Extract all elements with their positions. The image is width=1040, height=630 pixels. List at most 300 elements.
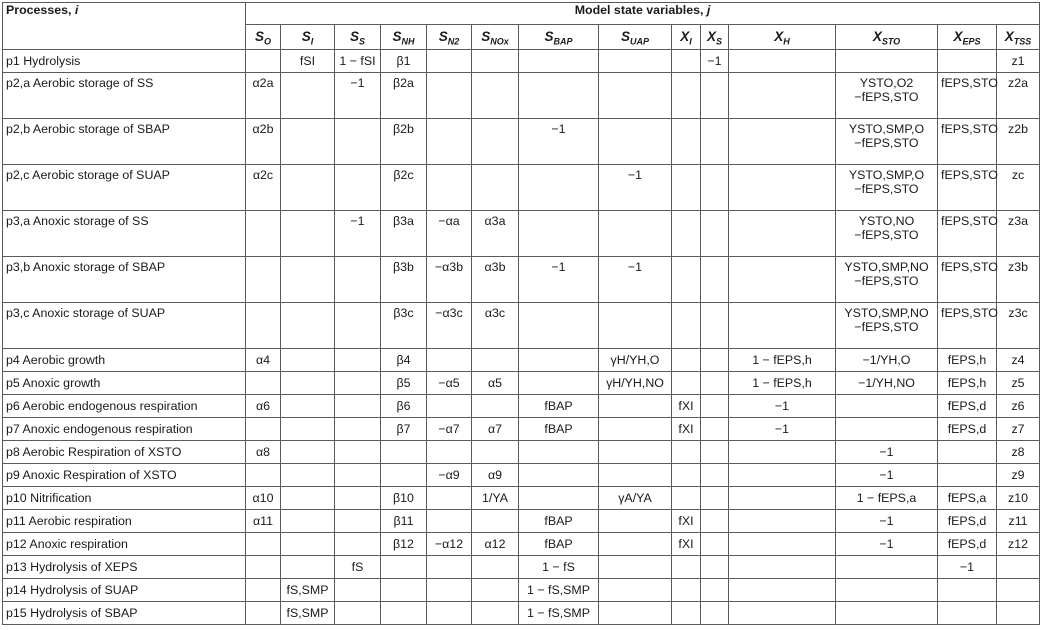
cell-xi xyxy=(672,556,701,579)
cell-si xyxy=(281,165,335,211)
table-row xyxy=(3,257,1040,303)
cell-xi: fXI xyxy=(672,533,701,556)
cell-so xyxy=(246,464,281,487)
cell-xh xyxy=(729,441,836,464)
cell-si xyxy=(281,211,335,257)
cell-xh: −1 xyxy=(729,395,836,418)
cell-line: YSTO,NO xyxy=(858,214,915,228)
table-row xyxy=(3,395,1040,418)
cell-xs xyxy=(701,441,729,464)
cell-snox xyxy=(472,165,519,211)
cell-si xyxy=(281,441,335,464)
cell-so xyxy=(246,372,281,395)
cell-snox: α3c xyxy=(472,303,519,349)
cell-xh xyxy=(729,73,836,119)
cell-xeps: fEPS,STO xyxy=(938,303,997,349)
cell-xs xyxy=(701,119,729,165)
cell-xs xyxy=(701,211,729,257)
process-name: p9 Anoxic Respiration of XSTO xyxy=(3,464,246,487)
cell-xeps xyxy=(938,50,997,73)
cell-sbap xyxy=(519,165,599,211)
cell-so xyxy=(246,556,281,579)
cell-xh: 1 − fEPS,h xyxy=(729,349,836,372)
cell-xsto: −1/YH,NO xyxy=(836,372,938,395)
cell-snh: β11 xyxy=(381,510,427,533)
cell-xeps xyxy=(938,464,997,487)
cell-xsto: −1 xyxy=(836,464,938,487)
cell-xh xyxy=(729,464,836,487)
table-row xyxy=(3,487,1040,510)
cell-ss xyxy=(335,418,381,441)
cell-xsto xyxy=(836,556,938,579)
cell-xeps: fEPS,STO xyxy=(938,119,997,165)
cell-sn2 xyxy=(427,73,472,119)
process-name: p2,c Aerobic storage of SUAP xyxy=(3,165,246,211)
cell-xtss: z5 xyxy=(997,372,1040,395)
cell-si xyxy=(281,464,335,487)
process-name: p2,a Aerobic storage of SS xyxy=(3,73,246,119)
cell-suap xyxy=(599,418,672,441)
cell-sn2: −α5 xyxy=(427,372,472,395)
col-header-snh: $S_{NH}$ xyxy=(381,25,427,50)
table-row xyxy=(3,119,1040,165)
cell-xs xyxy=(701,464,729,487)
process-name: p5 Anoxic growth xyxy=(3,372,246,395)
cell-sbap: −1 xyxy=(519,257,599,303)
cell-xsto xyxy=(836,50,938,73)
cell-si xyxy=(281,395,335,418)
cell-xeps: fEPS,STO xyxy=(938,211,997,257)
cell-sn2 xyxy=(427,165,472,211)
cell-snh: β12 xyxy=(381,533,427,556)
cell-xs xyxy=(701,602,729,625)
cell-line: YSTO,SMP,NO xyxy=(844,306,929,320)
cell-so xyxy=(246,533,281,556)
cell-xh xyxy=(729,602,836,625)
cell-suap xyxy=(599,303,672,349)
cell-xeps: fEPS,d xyxy=(938,418,997,441)
table-row xyxy=(3,211,1040,257)
cell-ss xyxy=(335,372,381,395)
cell-xi xyxy=(672,211,701,257)
cell-so xyxy=(246,303,281,349)
cell-xtss: z3c xyxy=(997,303,1040,349)
state-variables-header: Model state variables, j xyxy=(246,3,1040,25)
cell-suap xyxy=(599,510,672,533)
cell-line: −fEPS,STO xyxy=(854,90,919,104)
cell-suap xyxy=(599,556,672,579)
cell-xeps: fEPS,d xyxy=(938,395,997,418)
process-name: p2,b Aerobic storage of SBAP xyxy=(3,119,246,165)
cell-xi: fXI xyxy=(672,510,701,533)
cell-ss: −1 xyxy=(335,73,381,119)
cell-snox xyxy=(472,602,519,625)
cell-xs xyxy=(701,73,729,119)
cell-xs xyxy=(701,165,729,211)
col-header-suap: $S_{UAP}$ xyxy=(599,25,672,50)
cell-xsto xyxy=(836,395,938,418)
col-header-xi: $X_I$ xyxy=(672,25,701,50)
table-row xyxy=(3,441,1040,464)
process-name: p3,c Anoxic storage of SUAP xyxy=(3,303,246,349)
cell-line: YSTO,SMP,O xyxy=(848,168,925,182)
cell-sbap: fBAP xyxy=(519,533,599,556)
cell-xi xyxy=(672,579,701,602)
col-header-xs: $X_S$ xyxy=(701,25,729,50)
cell-so xyxy=(246,50,281,73)
cell-suap: γH/YH,O xyxy=(599,349,672,372)
cell-ss xyxy=(335,165,381,211)
cell-xsto xyxy=(836,73,938,119)
cell-sbap xyxy=(519,441,599,464)
cell-sbap xyxy=(519,349,599,372)
cell-line: −fEPS,STO xyxy=(854,228,919,242)
cell-sn2: −α3b xyxy=(427,257,472,303)
cell-sbap: 1 − fS xyxy=(519,556,599,579)
cell-snh: β5 xyxy=(381,372,427,395)
cell-suap xyxy=(599,211,672,257)
cell-suap: γA/YA xyxy=(599,487,672,510)
cell-ss xyxy=(335,119,381,165)
table-row xyxy=(3,510,1040,533)
cell-snox: α7 xyxy=(472,418,519,441)
cell-snox: α5 xyxy=(472,372,519,395)
cell-snh xyxy=(381,579,427,602)
cell-xtss: z3b xyxy=(997,257,1040,303)
cell-xtss xyxy=(997,579,1040,602)
cell-sn2 xyxy=(427,441,472,464)
cell-suap xyxy=(599,533,672,556)
cell-snh xyxy=(381,602,427,625)
cell-snh: β3c xyxy=(381,303,427,349)
cell-snox xyxy=(472,510,519,533)
process-name: p3,a Anoxic storage of SS xyxy=(3,211,246,257)
cell-so: α2c xyxy=(246,165,281,211)
cell-xeps: fEPS,a xyxy=(938,487,997,510)
stoichiometric-matrix-table xyxy=(2,2,1040,625)
cell-sbap: −1 xyxy=(519,119,599,165)
cell-xsto xyxy=(836,257,938,303)
cell-xi xyxy=(672,303,701,349)
cell-snox: 1/YA xyxy=(472,487,519,510)
cell-xh: −1 xyxy=(729,418,836,441)
cell-so xyxy=(246,211,281,257)
cell-snh xyxy=(381,464,427,487)
cell-si xyxy=(281,533,335,556)
cell-xtss: z8 xyxy=(997,441,1040,464)
cell-xi xyxy=(672,50,701,73)
cell-xtss: z2b xyxy=(997,119,1040,165)
col-header-xh: $X_H$ xyxy=(729,25,836,50)
cell-sbap xyxy=(519,303,599,349)
cell-xsto xyxy=(836,579,938,602)
cell-ss xyxy=(335,257,381,303)
cell-xh xyxy=(729,510,836,533)
cell-si: fS,SMP xyxy=(281,602,335,625)
cell-xh xyxy=(729,579,836,602)
cell-snh: β10 xyxy=(381,487,427,510)
cell-ss xyxy=(335,487,381,510)
cell-xsto: −1 xyxy=(836,441,938,464)
cell-xi xyxy=(672,441,701,464)
cell-si xyxy=(281,510,335,533)
cell-xi: fXI xyxy=(672,418,701,441)
cell-xeps: fEPS,d xyxy=(938,510,997,533)
cell-sn2 xyxy=(427,395,472,418)
cell-line: YSTO,SMP,O xyxy=(848,122,925,136)
cell-xtss: zc xyxy=(997,165,1040,211)
cell-sbap xyxy=(519,73,599,119)
cell-si xyxy=(281,487,335,510)
cell-xs xyxy=(701,556,729,579)
cell-xs xyxy=(701,349,729,372)
cell-snox xyxy=(472,73,519,119)
cell-xtss: z1 xyxy=(997,50,1040,73)
cell-line: YSTO,SMP,NO xyxy=(844,260,929,274)
cell-sn2: −α12 xyxy=(427,533,472,556)
table-row xyxy=(3,50,1040,73)
cell-sn2 xyxy=(427,349,472,372)
cell-snh: β2c xyxy=(381,165,427,211)
cell-xs xyxy=(701,579,729,602)
cell-xtss: z4 xyxy=(997,349,1040,372)
col-header-ss: $S_S$ xyxy=(335,25,381,50)
col-header-sbap: $S_{BAP}$ xyxy=(519,25,599,50)
cell-sbap: fBAP xyxy=(519,418,599,441)
process-name: p12 Anoxic respiration xyxy=(3,533,246,556)
cell-sn2 xyxy=(427,556,472,579)
col-header-xsto: $X_{STO}$ xyxy=(836,25,938,50)
cell-snh: β1 xyxy=(381,50,427,73)
cell-xi xyxy=(672,602,701,625)
cell-xi xyxy=(672,257,701,303)
cell-sbap xyxy=(519,487,599,510)
table-row xyxy=(3,165,1040,211)
cell-ss xyxy=(335,441,381,464)
cell-xh: 1 − fEPS,h xyxy=(729,372,836,395)
cell-suap xyxy=(599,602,672,625)
cell-xi xyxy=(672,349,701,372)
process-name: p13 Hydrolysis of XEPS xyxy=(3,556,246,579)
cell-ss xyxy=(335,510,381,533)
col-header-snox: $S_{NOx}$ xyxy=(472,25,519,50)
cell-suap xyxy=(599,73,672,119)
cell-ss xyxy=(335,395,381,418)
cell-snox xyxy=(472,441,519,464)
cell-sbap xyxy=(519,372,599,395)
cell-ss xyxy=(335,533,381,556)
process-name: p3,b Anoxic storage of SBAP xyxy=(3,257,246,303)
process-name: p14 Hydrolysis of SUAP xyxy=(3,579,246,602)
table-row xyxy=(3,372,1040,395)
process-name: p10 Nitrification xyxy=(3,487,246,510)
cell-xsto xyxy=(836,303,938,349)
cell-sn2: −α3c xyxy=(427,303,472,349)
cell-snox xyxy=(472,50,519,73)
cell-xi xyxy=(672,73,701,119)
table-row xyxy=(3,349,1040,372)
cell-xeps: fEPS,d xyxy=(938,533,997,556)
process-name: p15 Hydrolysis of SBAP xyxy=(3,602,246,625)
cell-xs xyxy=(701,303,729,349)
cell-xh xyxy=(729,303,836,349)
cell-ss xyxy=(335,303,381,349)
cell-xsto: −1/YH,O xyxy=(836,349,938,372)
cell-snox xyxy=(472,579,519,602)
table-row xyxy=(3,418,1040,441)
cell-snox xyxy=(472,119,519,165)
cell-xs xyxy=(701,372,729,395)
cell-ss xyxy=(335,349,381,372)
cell-snh xyxy=(381,556,427,579)
table-row xyxy=(3,533,1040,556)
table-row xyxy=(3,556,1040,579)
cell-xh xyxy=(729,533,836,556)
processes-header: Processes, i xyxy=(3,3,246,50)
cell-xs xyxy=(701,487,729,510)
cell-line: YSTO,O2 xyxy=(859,76,914,90)
cell-xi: fXI xyxy=(672,395,701,418)
cell-so xyxy=(246,257,281,303)
cell-snh: β7 xyxy=(381,418,427,441)
cell-sn2 xyxy=(427,579,472,602)
cell-xi xyxy=(672,464,701,487)
cell-so xyxy=(246,602,281,625)
cell-xtss xyxy=(997,602,1040,625)
cell-suap xyxy=(599,579,672,602)
cell-xtss: z12 xyxy=(997,533,1040,556)
cell-si xyxy=(281,73,335,119)
cell-xeps: −1 xyxy=(938,556,997,579)
cell-ss xyxy=(335,602,381,625)
cell-so: α10 xyxy=(246,487,281,510)
cell-line: −fEPS,STO xyxy=(854,136,919,150)
cell-sn2: −α9 xyxy=(427,464,472,487)
cell-xh xyxy=(729,257,836,303)
cell-xeps xyxy=(938,602,997,625)
cell-xtss: z9 xyxy=(997,464,1040,487)
cell-so: α4 xyxy=(246,349,281,372)
cell-xeps: fEPS,STO xyxy=(938,73,997,119)
cell-sbap xyxy=(519,464,599,487)
cell-suap: −1 xyxy=(599,165,672,211)
cell-si xyxy=(281,257,335,303)
cell-xeps: fEPS,STO xyxy=(938,257,997,303)
cell-xtss xyxy=(997,556,1040,579)
cell-snh xyxy=(381,441,427,464)
cell-si xyxy=(281,349,335,372)
cell-xsto: 1 − fEPS,a xyxy=(836,487,938,510)
cell-si xyxy=(281,372,335,395)
cell-snh: β3a xyxy=(381,211,427,257)
col-header-xeps: $X_{EPS}$ xyxy=(938,25,997,50)
cell-si xyxy=(281,119,335,165)
cell-si xyxy=(281,303,335,349)
col-header-xtss: $X_{TSS}$ xyxy=(997,25,1040,50)
cell-sbap xyxy=(519,50,599,73)
cell-sbap: 1 − fS,SMP xyxy=(519,602,599,625)
cell-suap: −1 xyxy=(599,257,672,303)
cell-xsto xyxy=(836,119,938,165)
cell-snox: α3b xyxy=(472,257,519,303)
col-header-sn2: $S_{N2}$ xyxy=(427,25,472,50)
cell-snox xyxy=(472,349,519,372)
cell-ss: −1 xyxy=(335,211,381,257)
cell-ss: 1 − fSI xyxy=(335,50,381,73)
cell-so: α2b xyxy=(246,119,281,165)
cell-sbap: fBAP xyxy=(519,395,599,418)
cell-snh: β2a xyxy=(381,73,427,119)
cell-snox: α9 xyxy=(472,464,519,487)
cell-xi xyxy=(672,165,701,211)
cell-xtss: z3a xyxy=(997,211,1040,257)
cell-snox: α3a xyxy=(472,211,519,257)
cell-sn2 xyxy=(427,487,472,510)
cell-snh: β6 xyxy=(381,395,427,418)
cell-xtss: z11 xyxy=(997,510,1040,533)
cell-sbap xyxy=(519,211,599,257)
cell-sn2 xyxy=(427,602,472,625)
cell-xh xyxy=(729,556,836,579)
cell-line: −fEPS,STO xyxy=(854,274,919,288)
cell-xh xyxy=(729,165,836,211)
cell-suap: γH/YH,NO xyxy=(599,372,672,395)
cell-sbap: 1 − fS,SMP xyxy=(519,579,599,602)
cell-xi xyxy=(672,372,701,395)
cell-ss xyxy=(335,464,381,487)
cell-xh xyxy=(729,211,836,257)
cell-xh xyxy=(729,119,836,165)
cell-xeps: fEPS,h xyxy=(938,372,997,395)
col-header-si: $S_I$ xyxy=(281,25,335,50)
cell-sn2: −α7 xyxy=(427,418,472,441)
cell-ss xyxy=(335,579,381,602)
cell-xs xyxy=(701,510,729,533)
table-row xyxy=(3,73,1040,119)
cell-suap xyxy=(599,395,672,418)
cell-xeps xyxy=(938,579,997,602)
process-name: p4 Aerobic growth xyxy=(3,349,246,372)
cell-snh: β2b xyxy=(381,119,427,165)
cell-so xyxy=(246,579,281,602)
process-name: p7 Anoxic endogenous respiration xyxy=(3,418,246,441)
cell-so: α8 xyxy=(246,441,281,464)
cell-xeps: fEPS,h xyxy=(938,349,997,372)
cell-suap xyxy=(599,50,672,73)
process-name: p6 Aerobic endogenous respiration xyxy=(3,395,246,418)
cell-xtss: z6 xyxy=(997,395,1040,418)
cell-xsto: −1 xyxy=(836,510,938,533)
cell-xh xyxy=(729,50,836,73)
cell-sbap: fBAP xyxy=(519,510,599,533)
cell-si: fSI xyxy=(281,50,335,73)
cell-si xyxy=(281,418,335,441)
cell-xtss: z2a xyxy=(997,73,1040,119)
cell-snox: α12 xyxy=(472,533,519,556)
table-row xyxy=(3,464,1040,487)
col-header-so: $S_O$ xyxy=(246,25,281,50)
cell-sn2: −αa xyxy=(427,211,472,257)
cell-line: −fEPS,STO xyxy=(854,182,919,196)
cell-xtss: z10 xyxy=(997,487,1040,510)
cell-line: −fEPS,STO xyxy=(854,320,919,334)
cell-xsto xyxy=(836,602,938,625)
cell-xs xyxy=(701,533,729,556)
table-row xyxy=(3,579,1040,602)
cell-xsto xyxy=(836,418,938,441)
table-row xyxy=(3,303,1040,349)
cell-xh xyxy=(729,487,836,510)
